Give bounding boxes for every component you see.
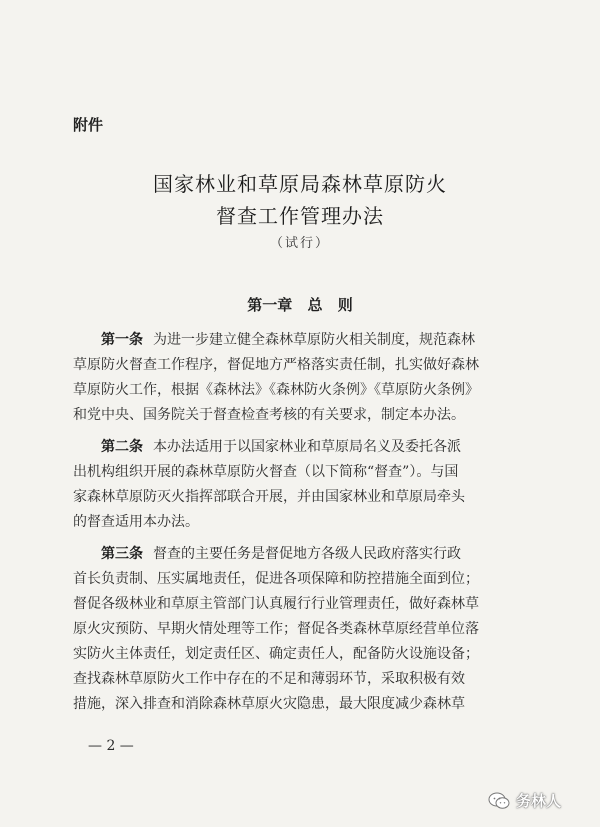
article-3-line: 查找森林草原防火工作中存在的不足和薄弱环节，采取积极有效 — [73, 671, 465, 687]
document-title-line-1: 国家林业和草原局森林草原防火 — [153, 172, 447, 196]
article-3-line: 首长负责制、压实属地责任，促进各项保障和防控措施全面到位； — [73, 571, 479, 587]
article-1-line: 和党中央、国务院关于督查检查考核的有关要求，制定本办法。 — [73, 407, 465, 423]
article-1-label: 第一条 — [101, 332, 143, 348]
article-1-text: 为进一步建立健全森林草原防火相关制度，规范森林 — [153, 332, 475, 348]
article-3-label: 第三条 — [101, 546, 143, 562]
article-2-first-line — [101, 437, 533, 457]
article-2-text: 本办法适用于以国家林业和草原局名义及委托各派 — [153, 439, 461, 455]
watermark — [488, 790, 561, 811]
document-subtitle: （试行） — [269, 236, 330, 251]
document-title-line-2: 督查工作管理办法 — [216, 204, 384, 228]
wechat-icon — [488, 792, 510, 810]
article-3-text: 督查的主要任务是督促地方各级人民政府落实行政 — [153, 546, 461, 562]
article-3-line: 原火灾预防、早期火情处理等工作；督促各类森林草原经营单位落 — [73, 621, 479, 637]
article-2-line: 出机构组织开展的森林草原防火督查（以下简称“督查”）。与国 — [73, 464, 459, 480]
article-1-line: 草原防火工作，根据《森林法》《森林防火条例》《草原防火条例》 — [73, 382, 479, 398]
attachment-label: 附件 — [73, 116, 104, 134]
page-number: — 2 — — [88, 738, 134, 754]
article-2-line: 家森林草原防灭火指挥部联合开展，并由国家林业和草原局牵头 — [73, 489, 465, 505]
article-2-line: 的督查适用本办法。 — [73, 514, 199, 530]
article-1-first-line — [101, 330, 533, 350]
article-3-line: 措施，深入排查和消除森林草原火灾隐患，最大限度减少森林草 — [73, 696, 465, 712]
article-3-first-line — [101, 544, 533, 564]
article-3-line: 实防火主体责任，划定责任区、确定责任人，配备防火设施设备； — [73, 646, 479, 662]
watermark-text: 务林人 — [516, 792, 562, 810]
article-2-label: 第二条 — [101, 439, 143, 455]
chapter-heading: 第一章 总 则 — [247, 296, 353, 314]
article-1-line: 草原防火督查工作程序，督促地方严格落实责任制，扎实做好森林 — [73, 357, 479, 373]
article-3-line: 督促各级林业和草原主管部门认真履行行业管理责任，做好森林草 — [73, 596, 479, 612]
